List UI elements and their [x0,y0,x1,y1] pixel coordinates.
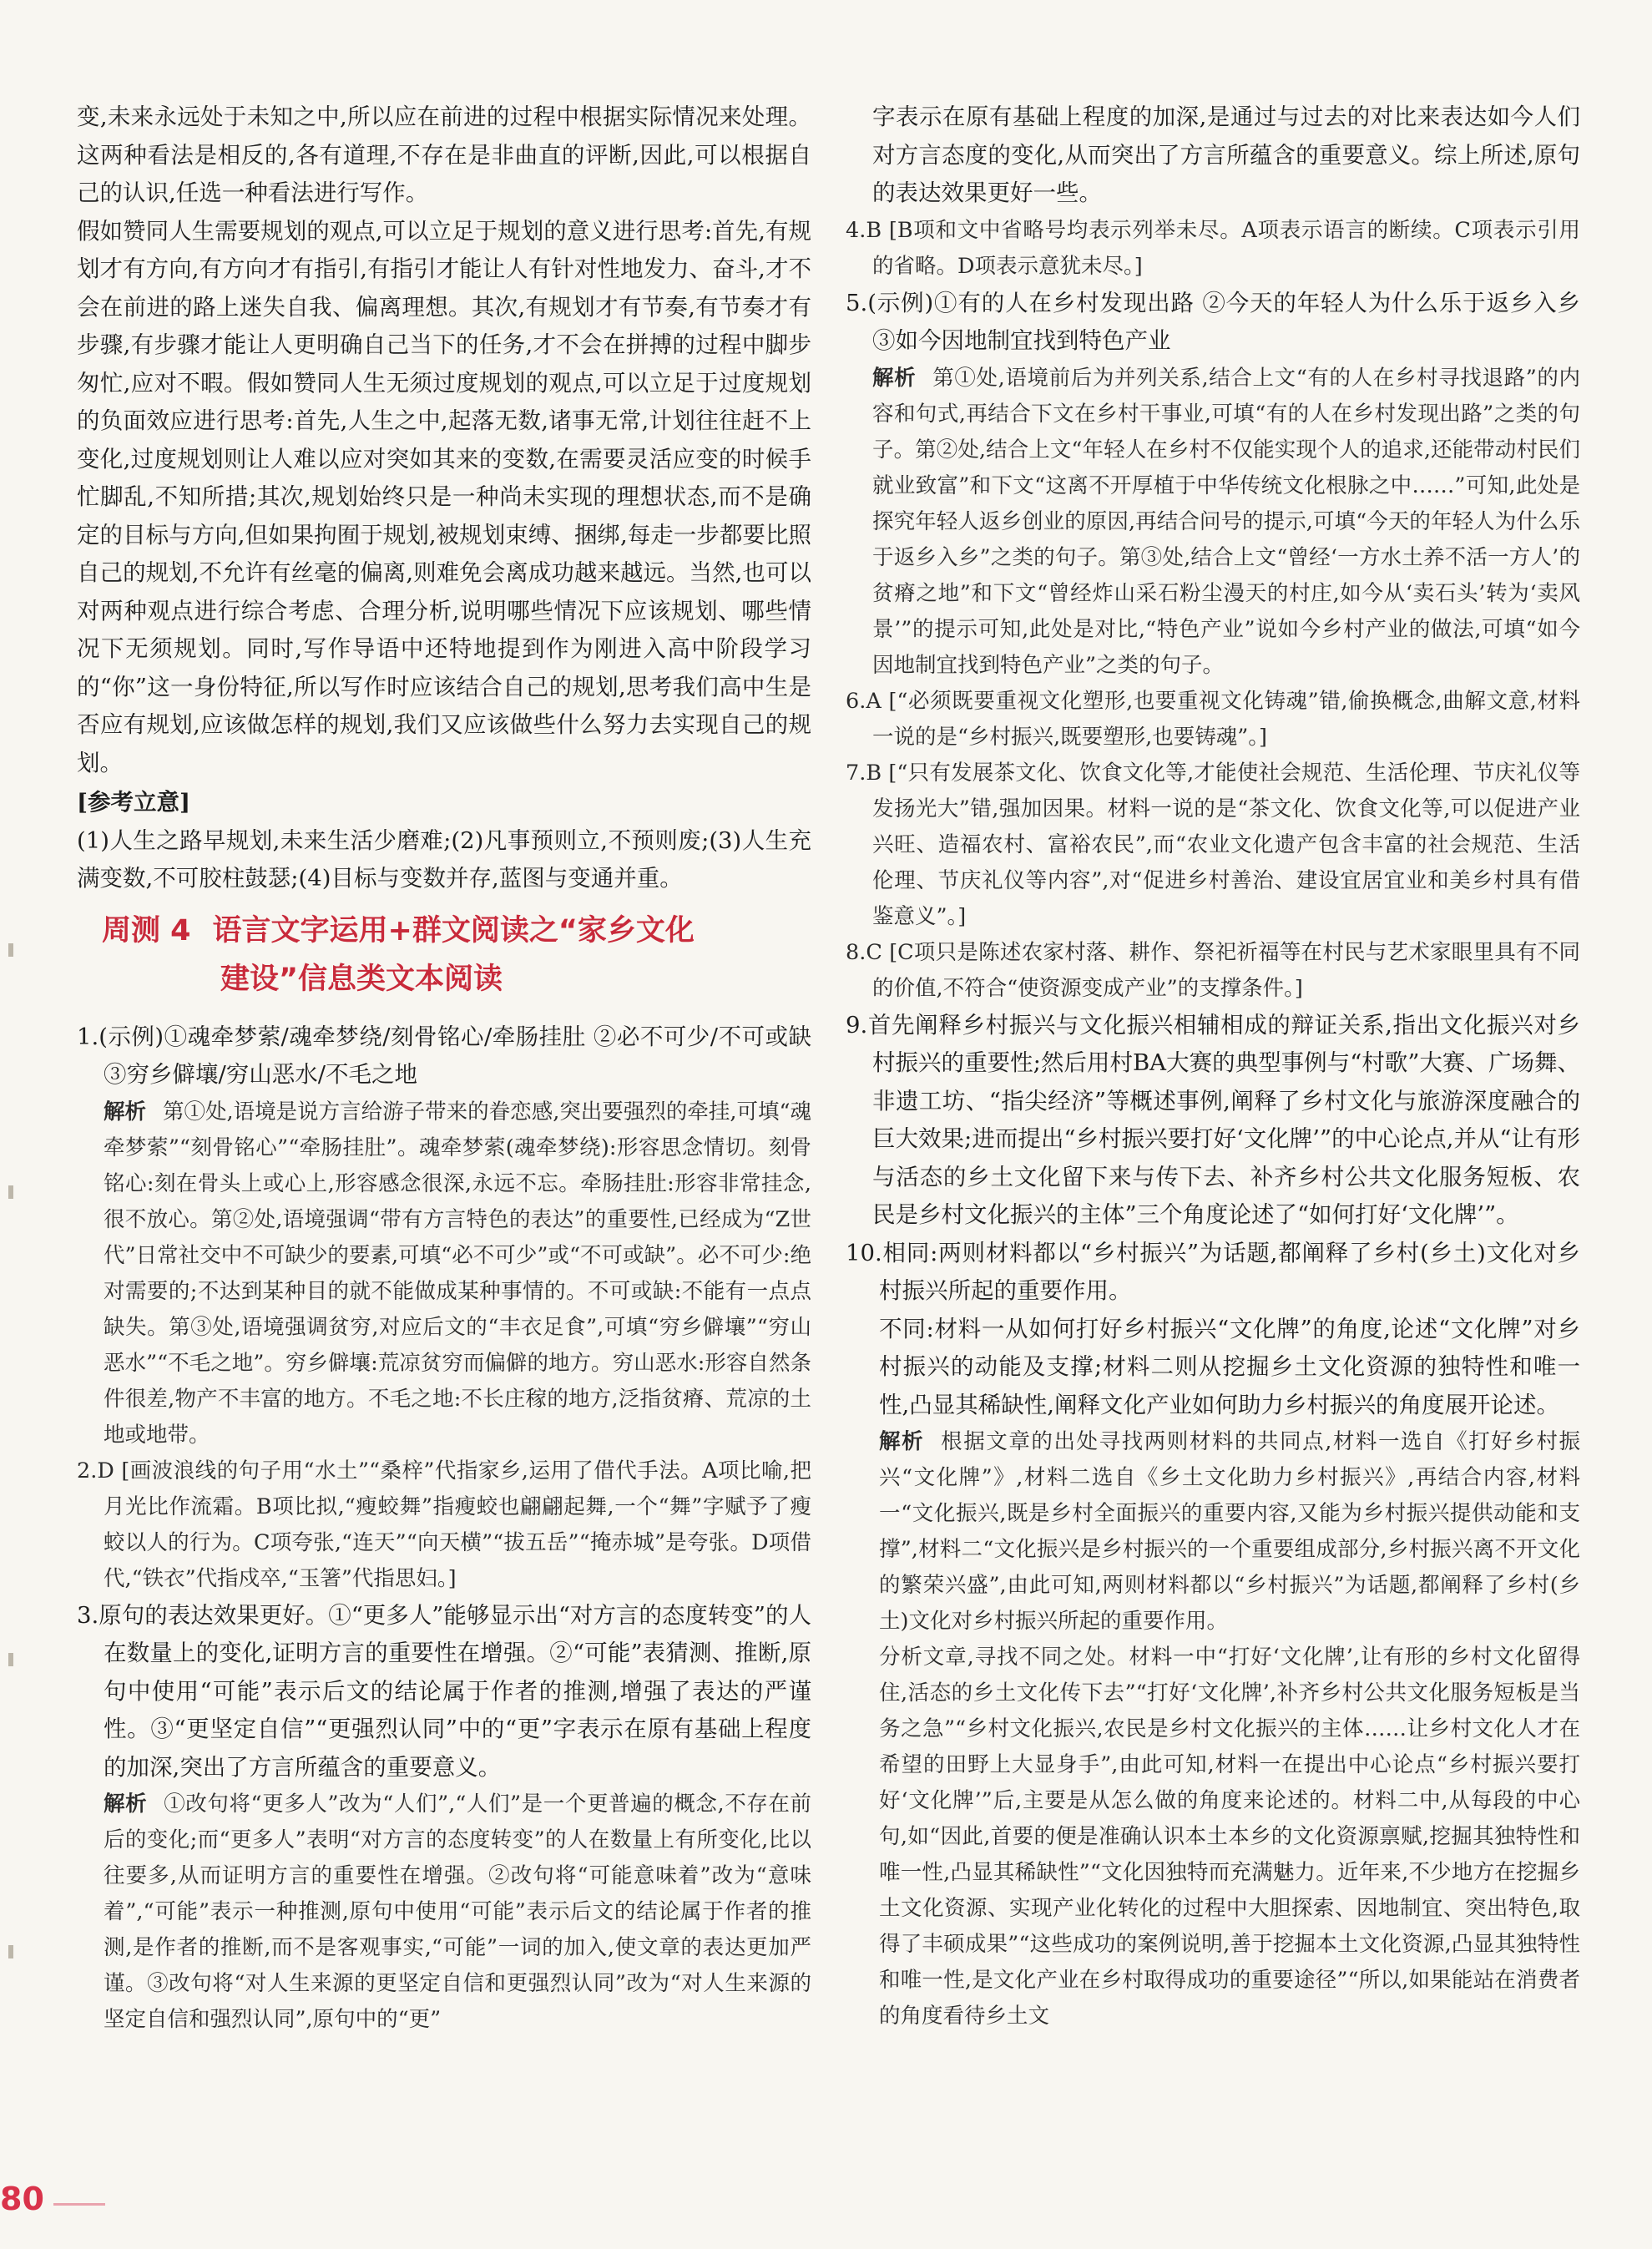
section-label: 周测 4 [102,913,191,948]
q3-answer: 3.原句的表达效果更好。①“更多人”能够显示出“对方言的态度转变”的人在数量上的变化,证明方言的重要性在增强。②“可能”表猜测、推断,原句中使用“可能”表示后文的结论属于作者的推测,增强了表达的严谨性。③“更坚定自信”“更强烈认同”中的“更”字表示在原有基础上程度的加深,突出了方言所蕴含的重要意义。 [77,1601,811,1781]
q3-explanation-text: ①改句将“更多人”改为“人们”,“人们”是一个更普遍的概念,不存在前后的变化;而“更多人”表明“对方言的态度转变”的人在数量上有所变化,比以往要多,从而证明方言的重要性在增强。②改句将“可能意味着”改为“意味着”,“可能”表示一种推测,原句中使用“可能”表示后文的结论属于作者的推测,是作者的推断,而不是客观事实,“可能”一词的加入,使文章的表达更加严谨。③改句将“对人生来源的更坚定自信和更强烈认同”改为“对人生来源的坚定自信和强烈认同”,原句中的“更” [104,1792,811,2032]
q1-explanation [77,1094,811,1453]
q1-explanation-text: 第①处,语境是说方言给游子带来的眷恋感,突出要强烈的牵挂,可填“魂牵梦萦”“刻骨铭心”“牵肠挂肚”。魂牵梦萦(魂牵梦绕):形容思念情切。刻骨铭心:刻在骨头上或心上,形容感念很深,永远不忘。牵肠挂肚:形容非常挂念,很不放心。第②处,语境强调“带有方言特色的表达”的重要性,已经成为“Z世代”日常社交中不可缺少的要素,可填“必不可少”或“不可或缺”。必不可少:绝对需要的;不达到某种目的就不能做成某种事情的。不可或缺:不能有一点点缺失。第③处,语境强调贫穷,对应后文的“丰衣足食”,可填“穷乡僻壤”“穷山恶水”“不毛之地”。穷乡僻壤:荒凉贫穷而偏僻的地方。穷山恶水:形容自然条件很差,物产不丰富的地方。不毛之地:不长庄稼的地方,泛指贫瘠、荒凉的土地或地带。 [104,1099,811,1448]
q3-explanation [77,1787,811,2038]
q9-answer: 9.首先阐释乡村振兴与文化振兴相辅相成的辩证关系,指出文化振兴对乡村振兴的重要性;然后用村BA大赛的典型事例与“村歌”大赛、广场舞、非遗工坊、“指尖经济”等概述事例,阐释了乡村文化与旅游深度融合的巨大效果;进而提出“乡村振兴要打好‘文化牌’”的中心论点,并从“让有形与活态的乡土文化留下来与传下去、补齐乡村公共文化服务短板、农民是乡村文化振兴的主体”三个角度论述了“如何打好‘文化牌’”。 [846,1011,1580,1228]
q8-answer: 8.C [C项只是陈述农家村落、耕作、祭祀祈福等在村民与艺术家眼里具有不同的价值,不符合“使资源变成产业”的支撑条件。] [846,939,1580,1001]
page-number-rule [53,2203,105,2206]
spine-mark [8,1653,13,1666]
q4-answer: 4.B [B项和文中省略号均表示列举未尽。A项表示语言的断续。C项表示引用的省略。D项表示意犹未尽。] [846,217,1580,279]
q5-explanation-text: 第①处,语境前后为并列关系,结合上文“有的人在乡村寻找退路”的内容和句式,再结合下文在乡村干事业,可填“有的人在乡村发现出路”之类的句子。第②处,结合上文“年轻人在乡村不仅能实现个人的追求,还能带动村民们就业致富”和下文“这离不开厚植于中华传统文化根脉之中……”可知,此处是探究年轻人返乡创业的原因,再结合问号的提示,可填“今天的年轻人为什么乐于返乡入乡”之类的句子。第③处,结合上文“曾经‘一方水土养不活一方人’的贫瘠之地”和下文“曾经炸山采石粉尘漫天的村庄,如今从‘卖石头’转为‘卖风景’”的提示可知,此处是对比,“特色产业”说如今乡村产业的做法,可填“如今因地制宜找到特色产业”之类的句子。 [872,365,1580,678]
reference-ideas-content: (1)人生之路早规划,未来生活少磨难;(2)凡事预则立,不预则废;(3)人生充满变数,不可胶柱鼓瑟;(4)目标与变数并存,蓝图与变通并重。 [77,826,811,892]
explanation-label: 解析 [872,365,917,391]
q10-explanation [846,1424,1580,1640]
explanation-label: 解析 [879,1429,925,1454]
left-column [77,99,811,2038]
q2-answer: 2.D [画波浪线的句子用“水土”“桑梓”代指家乡,运用了借代手法。A项比喻,把月光比作流霜。B项比拟,“瘦蛟舞”指瘦蛟也翩翩起舞,一个“舞”字赋予了瘦蛟以人的行为。C项夸张,“连天”“向天横”“拔五岳”“掩赤城”是夸张。D项借代,“铁衣”代指戍卒,“玉箸”代指思妇。] [77,1458,811,1591]
spine-mark [8,943,13,957]
q1-answer: 1.(示例)①魂牵梦萦/魂牵梦绕/刻骨铭心/牵肠挂肚 ②必不可少/不可或缺 ③穷乡僻壤/穷山恶水/不毛之地 [77,1023,811,1088]
spine-mark [8,1185,13,1199]
section-heading [102,907,811,1003]
essay-analysis-continued: 变,未来永远处于未知之中,所以应在前进的过程中根据实际情况来处理。这两种看法是相反的,各有道理,不存在是非曲直的评断,因此,可以根据自己的认识,任选一种看法进行写作。 [77,104,811,206]
right-column [846,99,1580,2034]
q3-explanation-continued: 字表示在原有基础上程度的加深,是通过与过去的对比来表达如今人们对方言态度的变化,从而突出了方言所蕴含的重要意义。综上所述,原句的表达效果更好一些。 [872,104,1580,206]
spine-mark [8,1945,13,1958]
q5-explanation [846,361,1580,684]
essay-analysis-paragraph: 假如赞同人生需要规划的观点,可以立足于规划的意义进行思考:首先,有规划才有方向,有方向才有指引,有指引才能让人有针对性地发力、奋斗,才不会在前进的路上迷失自我、偏离理想。其次,有规划才有节奏,有节奏才有步骤,有步骤才能让人更明确自己当下的任务,才不会在拼搏的过程中脚步匆忙,应对不暇。假如赞同人生无须过度规划的观点,可以立足于过度规划的负面效应进行思考:首先,人生之中,起落无数,诸事无常,计划往往赶不上变化,过度规划则让人难以应对突如其来的变数,在需要灵活应变的时候手忙脚乱,不知所措;其次,规划始终只是一种尚未实现的理想状态,而不是确定的目标与方向,但如果拘囿于规划,被规划束缚、捆绑,每走一步都要比照自己的规划,不允许有丝毫的偏离,则难免会离成功越来越远。当然,也可以对两种观点进行综合考虑、合理分析,说明哪些情况下应该规划、哪些情况下无须规划。同时,写作导语中还特地提到作为刚进入高中阶段学习的“你”这一身份特征,所以写作时应该结合自己的规划,思考我们高中生是否应有规划,应该做怎样的规划,我们又应该做些什么努力去实现自己的规划。 [77,217,811,776]
q7-answer: 7.B [“只有发展茶文化、饮食文化等,才能使社会规范、生活伦理、节庆礼仪等发扬光大”错,强加因果。材料一说的是“茶文化、饮食文化等,可以促进产业兴旺、造福农村、富裕农民”,而“农业文化遗产包含丰富的社会规范、生活伦理、节庆礼仪等内容”,对“促进乡村善治、建设宜居宜业和美乡村具有借鉴意义”。] [846,760,1580,929]
reference-ideas-heading: [参考立意] [77,789,191,816]
q5-answer: 5.(示例)①有的人在乡村发现出路 ②今天的年轻人为什么乐于返乡入乡 ③如今因地制宜找到特色产业 [846,289,1580,354]
section-title-line2: 建设”信息类文本阅读 [220,962,503,996]
q10-explanation-text: 根据文章的出处寻找两则材料的共同点,材料一选自《打好乡村振兴“文化牌”》,材料二选自《乡土文化助力乡村振兴》,再结合内容,材料一“文化振兴,既是乡村全面振兴的重要内容,又能为乡村振兴提供动能和支撑”,材料二“文化振兴是乡村振兴的一个重要组成部分,乡村振兴离不开文化的繁荣兴盛”,由此可知,两则材料都以“乡村振兴”为话题,都阐释了乡村(乡土)文化对乡村振兴所起的重要作用。 [879,1429,1580,1634]
q10-difference: 不同:材料一从如何打好乡村振兴“文化牌”的角度,论述“文化牌”对乡村振兴的动能及支撑;材料二则从挖掘乡土文化资源的独特性和唯一性,凸显其稀缺性,阐释文化产业如何助力乡村振兴的角度展开论述。 [879,1315,1580,1418]
explanation-label: 解析 [104,1099,147,1124]
q6-answer: 6.A [“必须既要重视文化塑形,也要重视文化铸魂”错,偷换概念,曲解文意,材料一说的是“乡村振兴,既要塑形,也要铸魂”。] [846,688,1580,750]
explanation-label: 解析 [104,1792,148,1817]
section-title-line1: 语言文字运用+群文阅读之“家乡文化 [212,913,695,948]
page-number: 80 [0,2181,44,2217]
q10-similarity: 10.相同:两则材料都以“乡村振兴”为话题,都阐释了乡村(乡土)文化对乡村振兴所起的重要作用。 [846,1239,1580,1304]
q10-explanation-continued: 分析文章,寻找不同之处。材料一中“打好‘文化牌’,让有形的乡村文化留得住,活态的乡土文化传下去”“打好‘文化牌’,补齐乡村公共文化服务短板是当务之急”“乡村文化振兴,农民是乡村文化振兴的主体……让乡村文化人才在希望的田野上大显身手”,由此可知,材料一在提出中心论点“乡村振兴要打好‘文化牌’”后,主要是从怎么做的角度来论述的。材料二中,从每段的中心句,如“因此,首要的便是准确认识本土本乡的文化资源禀赋,挖掘其独特性和唯一性,凸显其稀缺性”“文化因独特而充满魅力。近年来,不少地方在挖掘乡土文化资源、实现产业化转化的过程中大胆探索、因地制宜、突出特色,取得了丰硕成果”“这些成功的案例说明,善于挖掘本土文化资源,凸显其独特性和唯一性,是文化产业在乡村取得成功的重要途径”“所以,如果能站在消费者的角度看待乡土文 [879,1645,1580,2029]
